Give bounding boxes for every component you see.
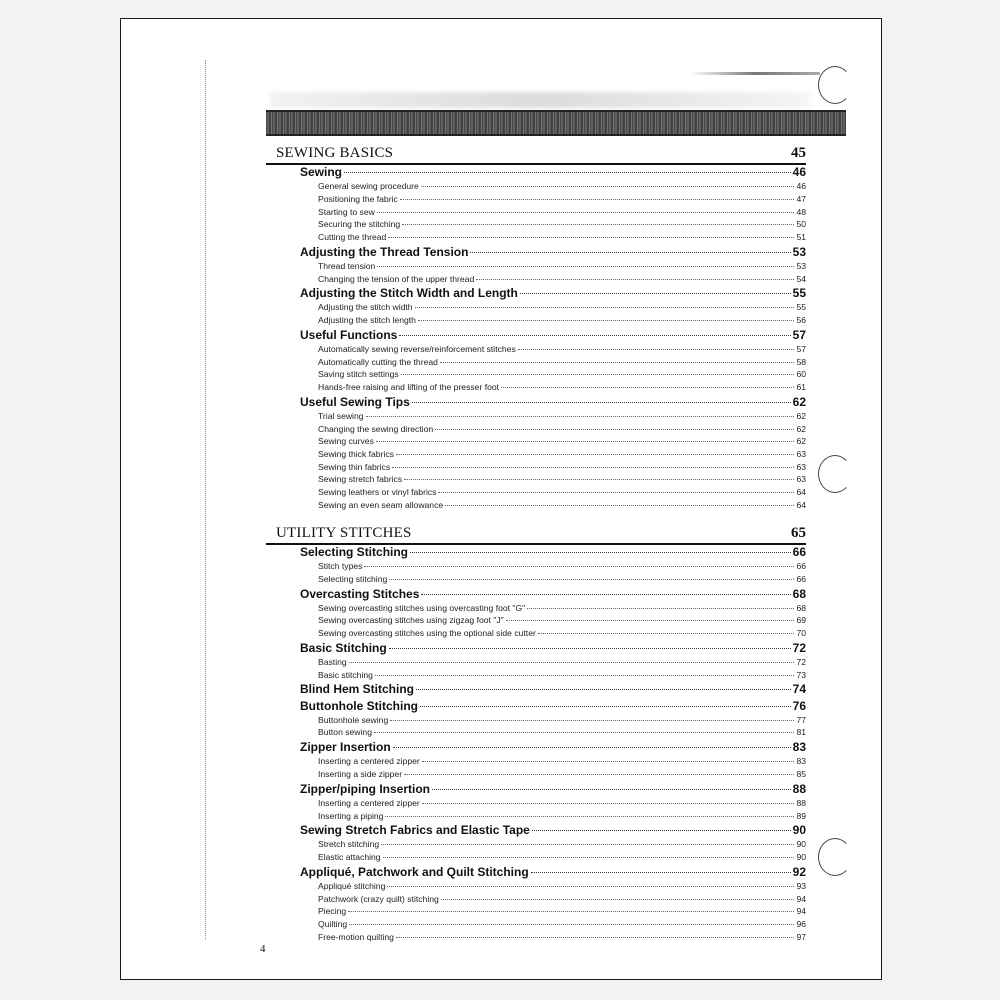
entry-label: Selecting stitching — [318, 573, 388, 584]
punch-hole-icon — [818, 66, 852, 104]
dot-leader — [383, 857, 795, 858]
dot-leader — [402, 224, 794, 225]
toc-entry-sub — [300, 657, 806, 670]
toc-entry-sub — [300, 906, 806, 919]
entry-page-number: 88 — [796, 797, 806, 808]
toc-entry-sub — [300, 261, 806, 274]
dot-leader — [385, 816, 794, 817]
section-heading — [266, 525, 806, 545]
dot-leader — [440, 362, 795, 363]
dot-leader — [420, 706, 791, 707]
dot-leader — [518, 349, 795, 350]
toc-entry-sub — [300, 474, 806, 487]
dot-leader — [441, 899, 795, 900]
entry-label: Sewing thick fabrics — [318, 448, 394, 459]
toc-entry-sub — [300, 487, 806, 500]
entry-page-number: 83 — [792, 740, 806, 755]
entry-page-number: 46 — [792, 165, 806, 179]
toc-entry-sub — [300, 932, 806, 945]
dot-leader — [377, 266, 794, 267]
dot-leader — [421, 186, 795, 187]
entry-label: Selecting Stitching — [300, 545, 409, 559]
entry-label: Stretch stitching — [318, 839, 380, 850]
entry-page-number: 68 — [796, 602, 806, 613]
entry-label: Cutting the thread — [318, 231, 387, 242]
entry-label: Changing the sewing direction — [318, 423, 434, 434]
entry-label: Inserting a centered zipper — [318, 756, 420, 767]
entry-label: General sewing procedure — [318, 181, 419, 192]
header-band — [266, 110, 846, 136]
entry-label: Piecing — [318, 906, 347, 917]
dot-leader — [435, 429, 794, 430]
dot-leader — [415, 307, 795, 308]
entry-page-number: 66 — [792, 545, 806, 559]
toc-entry-sub — [300, 769, 806, 782]
toc-entry-sub — [300, 798, 806, 811]
dot-leader — [438, 492, 794, 493]
toc-entry-main — [300, 641, 806, 657]
entry-label: Useful Functions — [300, 327, 398, 342]
toc-entry-sub — [300, 411, 806, 424]
section-heading — [266, 145, 806, 165]
dot-leader — [404, 479, 794, 480]
toc-entry-sub — [300, 839, 806, 852]
toc-entry-sub — [300, 449, 806, 462]
toc-entry-sub — [300, 894, 806, 907]
dot-leader — [404, 774, 794, 775]
toc-entry-sub — [300, 615, 806, 628]
dot-leader — [364, 566, 794, 567]
toc-entry-sub — [300, 811, 806, 824]
entry-page-number: 53 — [792, 244, 806, 259]
toc-entries — [300, 545, 806, 944]
entry-label: Inserting a centered zipper — [318, 797, 420, 808]
entry-label: Zipper/piping Insertion — [300, 781, 430, 796]
entry-label: Appliqué, Patchwork and Quilt Stitching — [300, 864, 529, 879]
entry-page-number: 93 — [796, 881, 806, 891]
entry-label: Sewing curves — [318, 436, 374, 447]
scan-artifact — [270, 92, 810, 108]
entry-label: Sewing thin fabrics — [318, 461, 391, 472]
entry-page-number: 50 — [796, 219, 806, 230]
dot-leader — [377, 212, 795, 213]
toc-entry-sub — [300, 344, 806, 357]
entry-label: Inserting a side zipper — [318, 769, 403, 779]
entry-page-number: 68 — [792, 586, 806, 601]
toc-entry-sub — [300, 756, 806, 769]
entry-label: Adjusting the Thread Tension — [300, 244, 469, 259]
toc-entry-main — [300, 165, 806, 181]
entry-label: Sewing overcasting stitches using overcasting foot "G" — [318, 602, 526, 613]
entry-page-number: 64 — [796, 499, 806, 510]
toc-entry-sub — [300, 207, 806, 220]
toc-entry-sub — [300, 436, 806, 449]
toc-entry-sub — [300, 881, 806, 894]
dot-leader — [470, 252, 790, 253]
entry-page-number: 61 — [796, 382, 806, 392]
toc-entry-main — [300, 699, 806, 715]
dot-leader — [520, 293, 791, 294]
entry-label: Inserting a piping — [318, 810, 384, 821]
entry-page-number: 54 — [796, 273, 806, 284]
entry-page-number: 74 — [792, 682, 806, 697]
dot-leader — [422, 803, 795, 804]
toc-entry-sub — [300, 919, 806, 932]
punch-hole-icon — [818, 838, 852, 876]
dot-leader — [381, 844, 794, 845]
entry-page-number: 62 — [796, 410, 806, 421]
toc-entry-sub — [300, 181, 806, 194]
entry-page-number: 76 — [792, 698, 806, 713]
entry-label: Thread tension — [318, 260, 376, 271]
dot-leader — [366, 416, 795, 417]
entry-page-number: 63 — [796, 448, 806, 459]
dot-leader — [445, 505, 794, 506]
entry-label: Sewing Stretch Fabrics and Elastic Tape — [300, 823, 530, 838]
toc-entry-sub — [300, 274, 806, 287]
entry-page-number: 90 — [796, 852, 806, 863]
entry-page-number: 62 — [792, 394, 806, 409]
dot-leader — [374, 732, 794, 733]
dot-leader — [376, 441, 795, 442]
entry-page-number: 57 — [796, 343, 806, 354]
section-title: SEWING BASICS — [276, 145, 394, 161]
dot-leader — [432, 789, 791, 790]
page-number: 4 — [260, 943, 266, 955]
entry-label: Elastic attaching — [318, 852, 381, 863]
entry-page-number: 88 — [792, 781, 806, 796]
entry-label: Zipper Insertion — [300, 740, 391, 755]
dot-leader — [392, 467, 794, 468]
entry-page-number: 72 — [796, 657, 806, 667]
entry-page-number: 55 — [796, 302, 806, 313]
entry-label: Sewing overcasting stitches using the optional side cutter — [318, 628, 536, 639]
dot-leader — [344, 172, 791, 173]
toc-entry-sub — [300, 232, 806, 245]
entry-label: Changing the tension of the upper thread — [318, 273, 475, 284]
dot-leader — [375, 675, 795, 676]
toc-entry-sub — [300, 382, 806, 395]
toc-entry-sub — [300, 852, 806, 865]
toc-entry-sub — [300, 727, 806, 740]
toc-entry-sub — [300, 194, 806, 207]
entry-label: Sewing leathers or vinyl fabrics — [318, 487, 437, 497]
entry-page-number: 63 — [796, 461, 806, 472]
dot-leader — [396, 937, 794, 938]
dot-leader — [390, 720, 794, 721]
toc-entry-main — [300, 328, 806, 344]
entry-label: Sewing an even seam allowance — [318, 499, 444, 510]
entry-page-number: 77 — [796, 714, 806, 725]
binder-fold-line — [205, 60, 206, 940]
entry-label: Starting to sew — [318, 206, 375, 217]
dot-leader — [532, 830, 791, 831]
entry-label: Securing the stitching — [318, 219, 401, 230]
toc-entry-sub — [300, 561, 806, 574]
dot-leader — [422, 761, 795, 762]
toc-entry-sub — [300, 462, 806, 475]
dot-leader — [388, 237, 794, 238]
dot-leader — [348, 911, 794, 912]
dot-leader — [412, 402, 791, 403]
toc-entry-sub — [300, 302, 806, 315]
entry-label: Quilting — [318, 919, 348, 930]
entry-label: Sewing — [300, 165, 343, 179]
entry-label: Overcasting Stitches — [300, 586, 420, 601]
entry-page-number: 57 — [792, 327, 806, 342]
dot-leader — [396, 454, 794, 455]
dot-leader — [527, 608, 794, 609]
dot-leader — [387, 886, 794, 887]
entry-page-number: 60 — [796, 369, 806, 380]
entry-label: Automatically cutting the thread — [318, 356, 438, 367]
entry-page-number: 47 — [796, 193, 806, 204]
dot-leader — [538, 633, 795, 634]
entry-label: Appliqué stitching — [318, 881, 386, 891]
entry-page-number: 72 — [792, 640, 806, 655]
dot-leader — [410, 552, 791, 553]
entry-label: Stitch types — [318, 561, 363, 572]
toc-entry-sub — [300, 219, 806, 232]
section-title: UTILITY STITCHES — [276, 525, 412, 541]
toc-entry-main — [300, 782, 806, 798]
entry-page-number: 90 — [796, 839, 806, 850]
entry-label: Positioning the fabric — [318, 193, 398, 204]
toc-entry-main — [300, 395, 806, 411]
entry-page-number: 85 — [796, 769, 806, 779]
toc-entry-sub — [300, 628, 806, 641]
toc-entries — [300, 165, 806, 512]
section-page-number: 65 — [791, 525, 806, 541]
toc-entry-main — [300, 865, 806, 881]
entry-page-number: 92 — [792, 864, 806, 879]
entry-page-number: 46 — [796, 181, 806, 192]
entry-page-number: 62 — [796, 436, 806, 447]
entry-label: Sewing overcasting stitches using zigzag foot "J" — [318, 615, 504, 626]
entry-label: Adjusting the Stitch Width and Length — [300, 286, 518, 301]
entry-page-number: 63 — [796, 474, 806, 485]
toc-entry-main — [300, 587, 806, 603]
dot-leader — [421, 594, 790, 595]
dot-leader — [401, 374, 795, 375]
toc-entry-main — [300, 682, 806, 698]
dot-leader — [349, 924, 794, 925]
entry-page-number: 73 — [796, 669, 806, 680]
entry-page-number: 62 — [796, 423, 806, 434]
toc-section-sewing-basics — [266, 145, 806, 512]
toc-entry-sub — [300, 369, 806, 382]
toc-entry-sub — [300, 357, 806, 370]
entry-page-number: 51 — [796, 231, 806, 242]
entry-label: Basic Stitching — [300, 640, 387, 655]
dot-leader — [393, 747, 791, 748]
entry-page-number: 83 — [796, 756, 806, 767]
toc-section-utility-stitches — [266, 525, 806, 944]
dot-leader — [399, 335, 790, 336]
toc-entry-sub — [300, 424, 806, 437]
toc-entry-sub — [300, 500, 806, 513]
scan-artifact — [690, 72, 820, 75]
toc-entry-main — [300, 286, 806, 302]
entry-label: Trial sewing — [318, 410, 364, 421]
dot-leader — [501, 387, 794, 388]
entry-label: Hands-free raising and lifting of the presser foot — [318, 382, 500, 392]
dot-leader — [349, 662, 795, 663]
toc-entry-sub — [300, 574, 806, 587]
dot-leader — [389, 648, 791, 649]
punch-hole-icon — [818, 455, 852, 493]
entry-page-number: 94 — [796, 893, 806, 904]
dot-leader — [531, 872, 791, 873]
entry-page-number: 64 — [796, 487, 806, 497]
entry-page-number: 94 — [796, 906, 806, 917]
entry-label: Automatically sewing reverse/reinforcement stitches — [318, 343, 516, 354]
entry-label: Adjusting the stitch length — [318, 315, 416, 326]
entry-page-number: 48 — [796, 206, 806, 217]
entry-page-number: 81 — [796, 727, 806, 738]
dot-leader — [476, 279, 794, 280]
entry-label: Free-motion quilting — [318, 931, 394, 942]
entry-page-number: 66 — [796, 573, 806, 584]
entry-label: Basting — [318, 657, 347, 667]
entry-page-number: 97 — [796, 931, 806, 942]
entry-page-number: 70 — [796, 628, 806, 639]
entry-page-number: 55 — [792, 286, 806, 301]
entry-page-number: 89 — [796, 810, 806, 821]
entry-label: Basic stitching — [318, 669, 373, 680]
entry-page-number: 66 — [796, 561, 806, 572]
entry-page-number: 53 — [796, 260, 806, 271]
entry-page-number: 69 — [796, 615, 806, 626]
entry-label: Useful Sewing Tips — [300, 394, 410, 409]
toc-entry-sub — [300, 603, 806, 616]
dot-leader — [416, 689, 791, 690]
entry-label: Buttonhole sewing — [318, 714, 389, 725]
entry-page-number: 56 — [796, 315, 806, 326]
toc-entry-sub — [300, 315, 806, 328]
toc-entry-sub — [300, 670, 806, 683]
entry-page-number: 58 — [796, 356, 806, 367]
toc-entry-sub — [300, 715, 806, 728]
toc-entry-main — [300, 740, 806, 756]
entry-label: Button sewing — [318, 727, 372, 738]
toc-entry-main — [300, 245, 806, 261]
entry-label: Buttonhole Stitching — [300, 698, 418, 713]
entry-label: Patchwork (crazy quilt) stitching — [318, 893, 439, 904]
entry-label: Adjusting the stitch width — [318, 302, 413, 313]
dot-leader — [389, 579, 794, 580]
entry-page-number: 90 — [792, 823, 806, 838]
toc-entry-main — [300, 823, 806, 839]
entry-page-number: 96 — [796, 919, 806, 930]
entry-label: Sewing stretch fabrics — [318, 474, 403, 485]
section-page-number: 45 — [791, 145, 806, 161]
toc-entry-main — [300, 545, 806, 561]
dot-leader — [418, 320, 795, 321]
entry-label: Saving stitch settings — [318, 369, 399, 380]
entry-label: Blind Hem Stitching — [300, 682, 414, 697]
dot-leader — [400, 199, 795, 200]
dot-leader — [506, 620, 795, 621]
